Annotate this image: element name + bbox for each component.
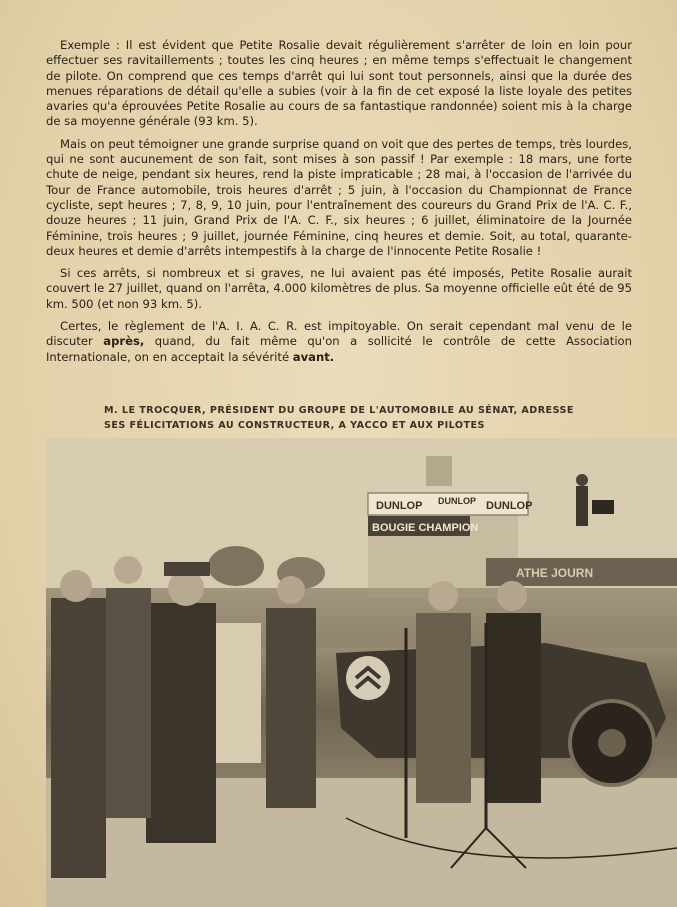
dunlop-sign-text-2: DUNLOP — [438, 496, 476, 506]
dunlop-sign-text-1: DUNLOP — [376, 500, 423, 512]
hat — [164, 562, 210, 576]
cameraman-head — [576, 474, 588, 486]
paragraph-4 — [46, 319, 632, 365]
man-dark-suit — [486, 613, 541, 803]
paragraph-4-part2: quand, du fait même qu'on a sollicité le contrôle de cette Association Internationale, on en acceptait la sévérité — [46, 334, 632, 364]
photograph — [46, 438, 677, 907]
film-camera — [592, 500, 614, 514]
tree — [208, 546, 264, 586]
man-left-head — [60, 570, 92, 602]
man-light-suit — [416, 613, 471, 803]
wheel-hub — [598, 729, 626, 757]
man-light-suit-head — [428, 581, 458, 611]
paragraph-4-part1: Certes, le règlement de l'A. I. A. C. R. est impitoyable. On serait cependant mal venu de le discuter — [46, 319, 632, 349]
man-left — [51, 598, 106, 878]
photo-caption — [104, 403, 584, 433]
paragraph-2: Mais on peut témoigner une grande surprise quand on voit que des pertes de temps, très lourdes, qui ne sont aucunement de son fait, sont mises à son passif ! Par exemple : 18 mars, une forte chute de neige, pendant six heures, rend la piste impraticable ; 28 mai, à l'occasion de l'arrivée du Tour de France automobile, trois heures d'arrêt ; 5 juin, à l'occasion du Championnat de France cycliste, sept heures ; 7, 8, 9, 10 juin, pour l'entraînement des coureurs du Grand Prix de l'A. C. F., douze heures ; 11 juin, Grand Prix de l'A. C. F., six heures ; 6 juillet, éliminatoire de la Journée Féminine, trois heures ; 9 juillet, journée Féminine, cinq heures et demie. Soit, au total, quarante-deux heures et demie d'arrêts intempestifs à la charge de l'innocente Petite Rosalie ! — [46, 136, 632, 258]
man-left-2 — [106, 588, 151, 818]
man-mid — [266, 608, 316, 808]
cameraman — [576, 486, 588, 526]
photo-scene — [46, 438, 677, 907]
man-left-2-head — [114, 556, 142, 584]
emphasis-apres: après, — [103, 334, 145, 349]
caption-line-2: SES FÉLICITATIONS AU CONSTRUCTEUR, A YACCO ET AUX PILOTES — [104, 420, 485, 431]
banner-text: ATHE JOURN — [516, 566, 594, 580]
caption-line-1: M. LE TROCQUER, PRÉSIDENT DU GROUPE DE L'AUTOMOBILE AU SÉNAT, ADRESSE — [104, 405, 574, 416]
champion-sign-text: BOUGIE CHAMPION — [372, 522, 479, 534]
tower-top — [426, 456, 452, 486]
paragraph-1: Exemple : Il est évident que Petite Rosalie devait régulièrement s'arrêter de loin en loin pour effectuer ses ravitaillements ; toutes les cinq heures ; en même temps s'effectuait le changement de pilote. On comprend que ces temps d'arrêt qui lui sont tout personnels, ainsi que la durée des menues réparations de détail qu'elle a subies (voir à la fin de cet exposé la liste loyale des petites avaries qu'a éprouvées Petite Rosalie au cours de sa fantastique randonnée) soient mis à la charge de sa moyenne générale (93 km. 5). — [46, 38, 632, 129]
dunlop-sign-text-3: DUNLOP — [486, 500, 533, 512]
paragraph-3: Si ces arrêts, si nombreux et si graves, ne lui avaient pas été imposés, Petite Rosalie aurait couvert le 27 juillet, quand on l'arrêta, 4.000 kilomètres de plus. Sa moyenne officielle eût été de 95 km. 500 (et non 93 km. 5). — [46, 266, 632, 311]
man-dark-suit-head — [497, 581, 527, 611]
man-foreground — [146, 603, 216, 843]
man-white-coat — [216, 623, 261, 763]
article-body — [46, 38, 632, 372]
man-mid-head — [277, 576, 305, 604]
emphasis-avant: avant. — [292, 349, 335, 364]
